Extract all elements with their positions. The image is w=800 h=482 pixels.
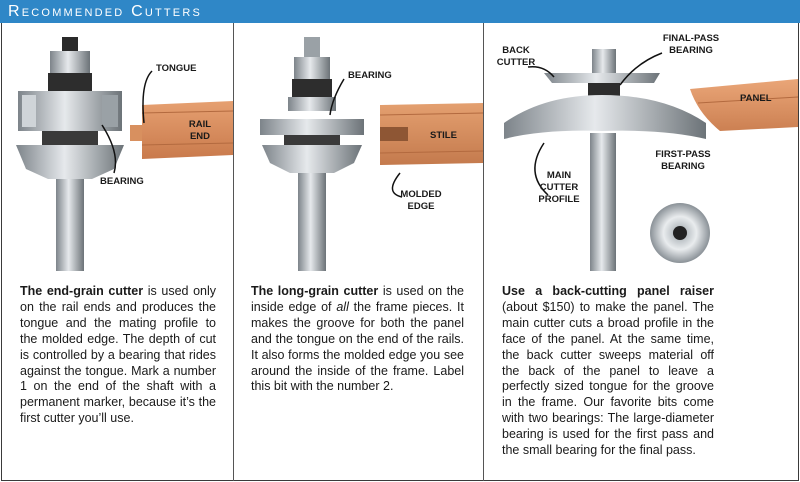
callout-molded: MOLDED: [400, 189, 442, 200]
callout-bearing: BEARING: [348, 70, 392, 81]
callout-back: BACK: [502, 45, 530, 56]
desc-heading: The long-grain cutter: [251, 284, 379, 298]
callout-panel: PANEL: [740, 93, 772, 104]
long-grain-cutter-photo: [234, 23, 483, 273]
panel-panel-raiser: [484, 23, 798, 481]
callout-main: MAIN: [546, 170, 572, 181]
callout-first-bearing: BEARING: [661, 161, 705, 172]
callout-profile: PROFILE: [538, 194, 580, 205]
end-grain-cutter-photo: [2, 23, 233, 273]
panel-end-grain-cutter: [2, 23, 233, 481]
callout-bearing: BEARING: [100, 176, 144, 187]
end-grain-description: [20, 284, 216, 427]
desc-body: (about $150) to make the panel. The main cutter cuts a broad profile in the face of the panel. At the same time, the back cutter sweeps material off the back of the panel to leave a perfectly sized tongue for the groove in the frame. Our favorite bits come with two bearings: The large-diameter bearing is used for the first pass and the small bearing for the final pass.: [502, 299, 714, 458]
desc-body-b: the frame pieces. It makes the groove for both the panel and the tongue on the end of the rails. It also forms the molded edge you see around the inside of the frame. Label this bit with the number 2.: [251, 299, 464, 394]
callout-end: END: [189, 131, 211, 142]
desc-body-a: is used on the inside edge of: [251, 284, 464, 314]
callout-stile: STILE: [430, 130, 457, 141]
section-header: [0, 0, 800, 23]
desc-heading: Use a back-cutting panel raiser: [502, 284, 714, 298]
callout-final-bearing: BEARING: [669, 45, 713, 56]
desc-heading: The end-grain cutter: [20, 284, 144, 298]
section-title: Recommended Cutters: [8, 3, 203, 20]
desc-italic: all: [336, 299, 349, 314]
long-grain-description: [251, 284, 464, 395]
callout-edge: EDGE: [407, 201, 435, 212]
panel-long-grain-cutter: [234, 23, 483, 481]
panel-raiser-description: [502, 284, 714, 459]
callout-final-pass: FINAL-PASS: [662, 33, 720, 44]
callout-cutter: CUTTER: [496, 57, 536, 68]
callout-rail: RAIL: [188, 119, 212, 130]
callout-main-cutter: CUTTER: [539, 182, 579, 193]
callout-tongue: TONGUE: [156, 63, 197, 74]
callout-first-pass: FIRST-PASS: [655, 149, 711, 160]
desc-body: is used only on the rail ends and produces the tongue and the mating profile to the molded edge. The depth of cut is controlled by a bearing that rides against the tongue. Mark a number 1 on the end of the shaft with a permanent marker, because it’s the first cutter you’ll use.: [20, 284, 217, 426]
